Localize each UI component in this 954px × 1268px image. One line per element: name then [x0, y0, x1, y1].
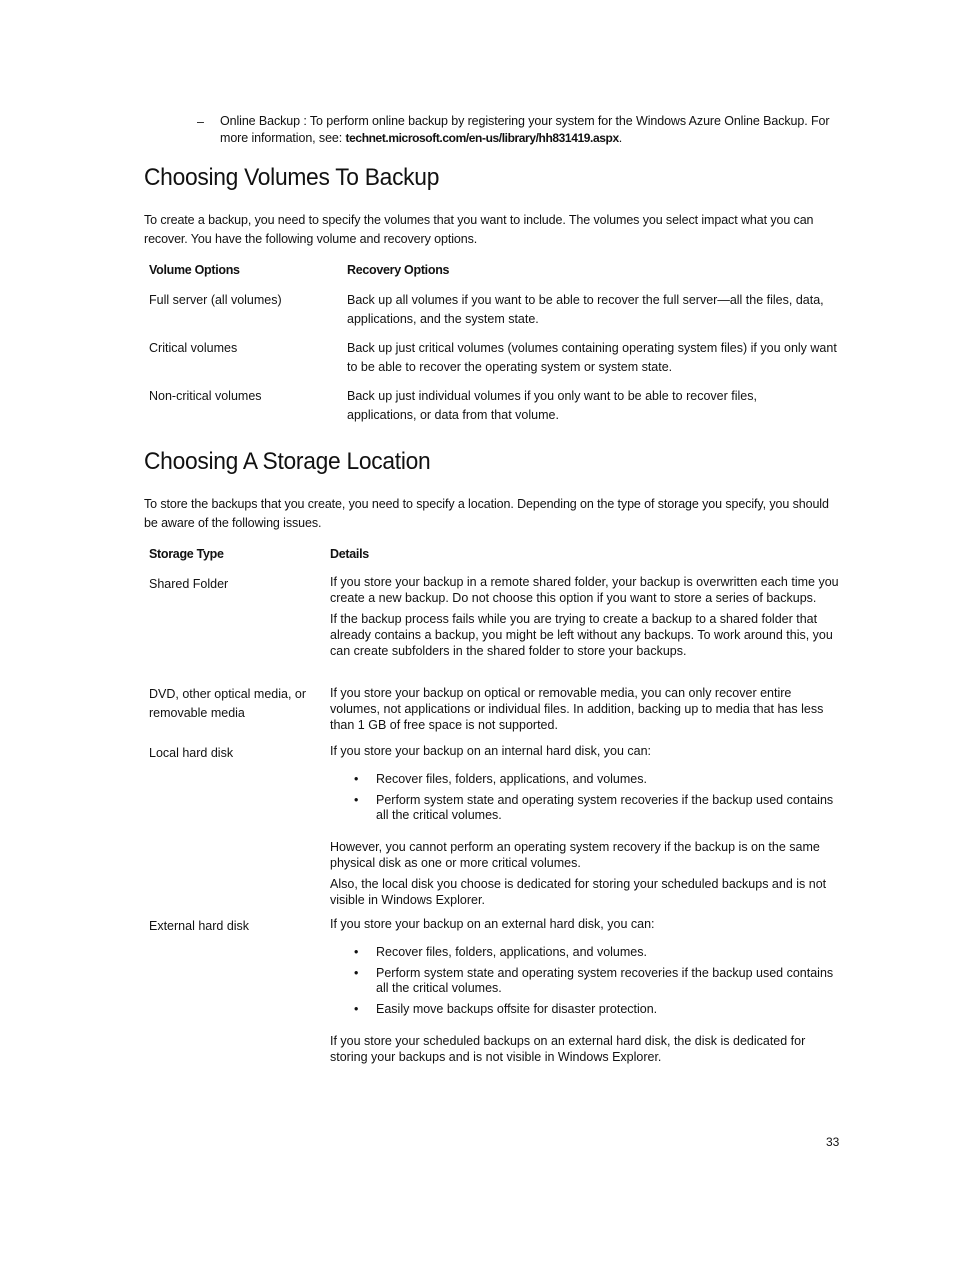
details-cell	[330, 916, 840, 1065]
dash-marker: –	[197, 115, 204, 129]
list-item: • Perform system state and operating system recoveries if the backup used contains all the critical volumes.	[354, 966, 834, 995]
list-item: • Recover files, folders, applications, and volumes.	[354, 945, 647, 959]
volume-option-cell: Critical volumes	[149, 341, 238, 355]
recovery-option-cell: Back up just individual volumes if you only want to be able to recover files, applications, or data from that volume.	[347, 389, 757, 422]
recovery-option-cell: Back up just critical volumes (volumes containing operating system files) if you only want to be able to recover the operating system or system state.	[347, 341, 837, 374]
details-intro: If you store your backup on an external hard disk, you can:	[330, 917, 655, 931]
storage-type-cell: DVD, other optical media, or removable media	[149, 687, 307, 720]
header-volume-options: Volume Options	[149, 263, 240, 277]
header-details: Details	[330, 547, 369, 561]
volume-option-cell: Non-critical volumes	[149, 389, 262, 403]
details-intro: If you store your backup on an internal hard disk, you can:	[330, 744, 652, 758]
bullet-icon: •	[354, 1002, 359, 1016]
heading-storage-location: Choosing A Storage Location	[144, 448, 431, 475]
details-cell: If you store your backup on optical or removable media, you can only recover entire volumes, not applications or individual files. In addition, backing up to media that has less than 1 GB of free space is not supported.	[330, 686, 824, 732]
technet-link[interactable]: technet.microsoft.com/en-us/library/hh831419.aspx	[345, 131, 619, 145]
volume-option-cell: Full server (all volumes)	[149, 293, 282, 307]
header-recovery-options: Recovery Options	[347, 263, 450, 277]
page-number: 33	[826, 1135, 840, 1149]
storage-paragraph: To store the backups that you create, you need to specify a location. Depending on the type of storage you specify, you should be aware of the following issues.	[144, 497, 829, 530]
details-cell	[330, 743, 840, 908]
heading-choosing-volumes: Choosing Volumes To Backup	[144, 164, 440, 191]
storage-type-cell: External hard disk	[149, 919, 250, 933]
details-paragraph: If the backup process fails while you are trying to create a backup to a shared folder that already contains a backup, you might be left without any backups. To work around this, you can create subfolders in the shared folder to store your backups.	[330, 612, 833, 658]
recovery-option-cell: Back up all volumes if you want to be able to recover the full server—all the files, data, applications, and the system state.	[347, 293, 824, 326]
bullet-icon: •	[354, 966, 359, 980]
bullet-icon: •	[354, 772, 359, 786]
online-backup-item	[197, 113, 837, 147]
online-backup-text: Online Backup : To perform online backup by registering your system for the Windows Azure Online Backup. For more information, see: technet.microsoft.com/en-us/library/hh831419.aspx.	[220, 114, 830, 145]
details-cell	[330, 574, 840, 659]
storage-type-cell: Shared Folder	[149, 577, 229, 591]
bullet-icon: •	[354, 793, 359, 807]
details-paragraph: Also, the local disk you choose is dedicated for storing your scheduled backups and is not visible in Windows Explorer.	[330, 877, 827, 907]
list-item: • Recover files, folders, applications, and volumes.	[354, 772, 647, 786]
list-item: • Easily move backups offsite for disaster protection.	[354, 1002, 658, 1016]
bullet-list	[330, 945, 840, 1017]
bullet-list	[330, 772, 840, 823]
details-paragraph: However, you cannot perform an operating system recovery if the backup is on the same physical disk as one or more critical volumes.	[330, 840, 820, 870]
details-paragraph: If you store your backup in a remote shared folder, your backup is overwritten each time you create a new backup. Do not choose this option if you want to store a series of backups.	[330, 575, 839, 605]
volumes-paragraph: To create a backup, you need to specify the volumes that you want to include. The volumes you select impact what you can recover. You have the following volume and recovery options.	[144, 213, 814, 246]
header-storage-type: Storage Type	[149, 547, 224, 561]
bullet-icon: •	[354, 945, 359, 959]
storage-type-cell: Local hard disk	[149, 746, 234, 760]
list-item: • Perform system state and operating system recoveries if the backup used contains all the critical volumes.	[354, 793, 834, 822]
details-paragraph: If you store your scheduled backups on an external hard disk, the disk is dedicated for storing your backups and is not visible in Windows Explorer.	[330, 1034, 806, 1064]
